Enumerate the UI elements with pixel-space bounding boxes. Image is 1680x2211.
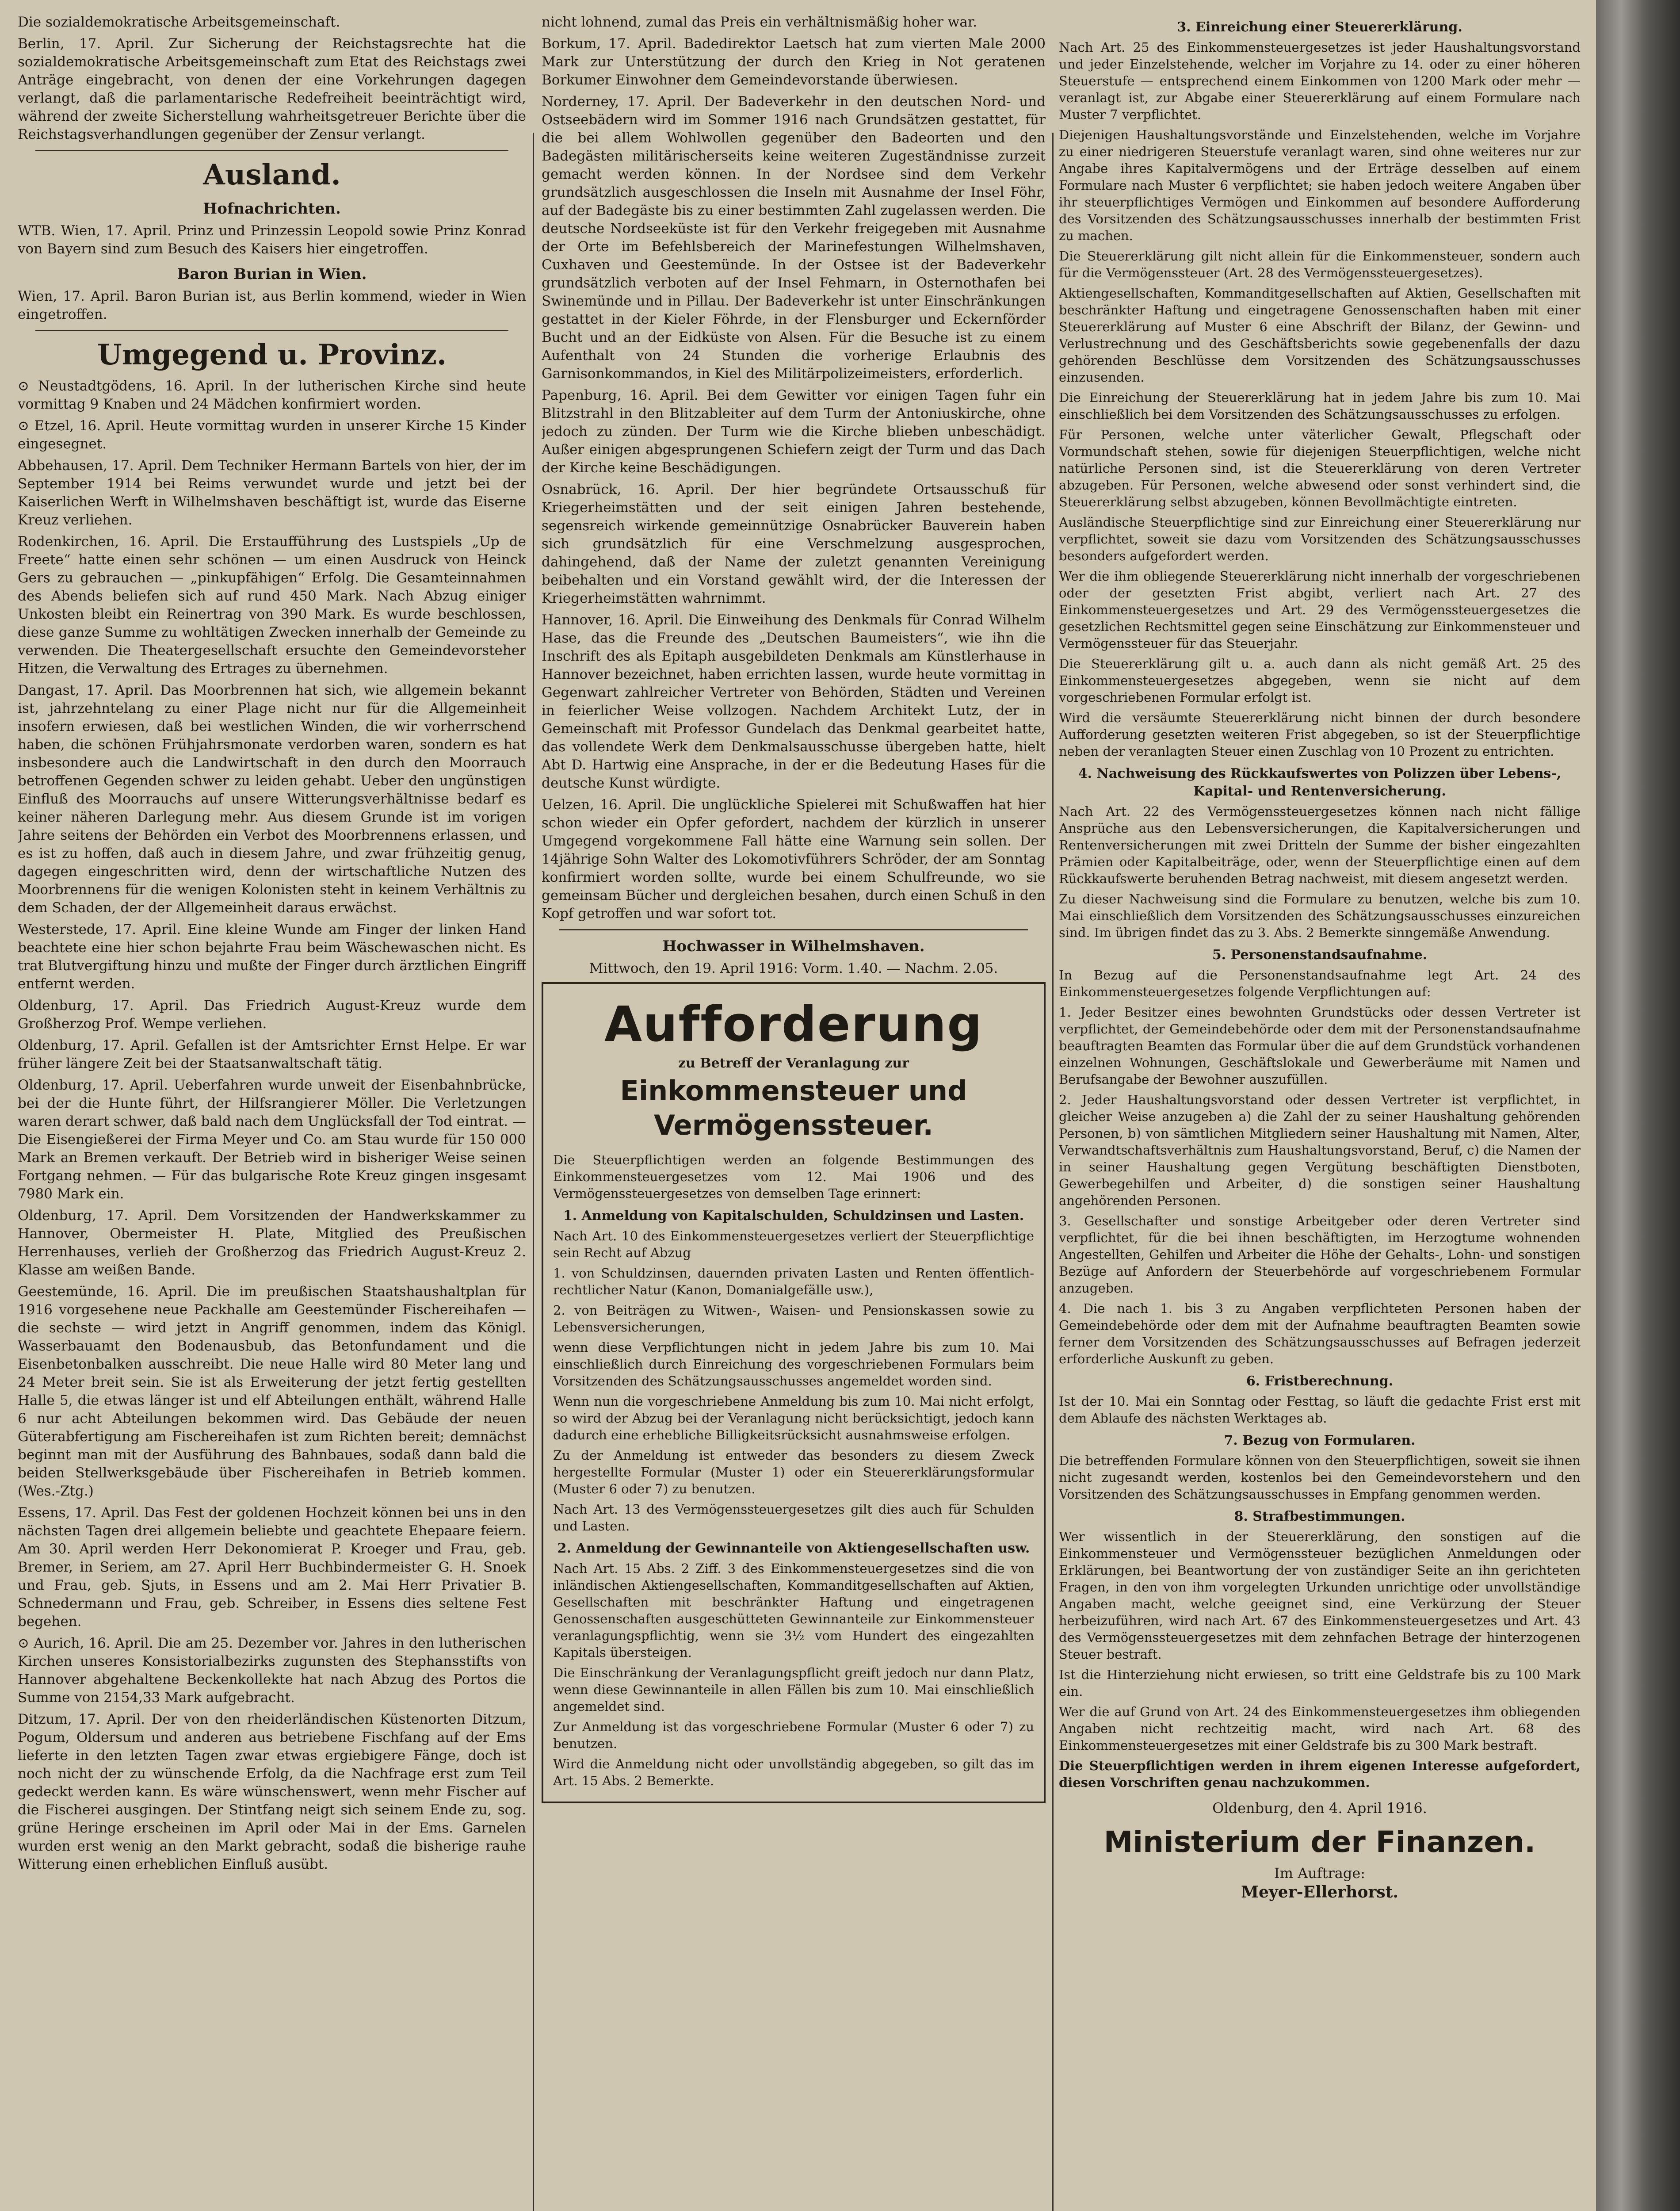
- notice-section-5: [1059, 967, 1581, 1367]
- notice-section-4: [1059, 803, 1581, 941]
- paragraph: Wien, 17. April. Baron Burian ist, aus Berlin kommend, wieder in Wien eingetroffen.: [18, 288, 526, 322]
- notice-section-6-title: 6. Fristberechnung.: [1246, 1373, 1394, 1389]
- paragraph: Abbehausen, 17. April. Dem Techniker Hermann Bartels von hier, der im September 1914 bei Reims verwundet wurde und jetzt bei der Kaiserlichen Werft in Wilhelmshaven beschäftigt ist, wurde das Eiserne Kreuz verliehen.: [18, 458, 526, 528]
- paragraph: Wer wissentlich in der Steuererklärung, den sonstigen auf die Einkommensteuer und Vermögenssteuer bezüglichen Anmeldungen oder Erklärungen, bei Beantwortung der von zuständiger Seite an ihn gerichteten Fragen, in den von ihm vorgelegten Urkunden unrichtige oder unvollständige Angaben macht, welche geeignet sind, eine Verkürzung der Steuer herbeizuführen, wird nach Art. 67 des Einkommensteuergesetzes und Art. 43 des Vermögenssteuergesetzes mit dem zehnfachen Betrage der hinterzogenen Steuer bestraft.: [1059, 1529, 1581, 1662]
- paragraph: Oldenburg, 17. April. Gefallen ist der Amtsrichter Ernst Helpe. Er war früher längere Zeit bei der Staatsanwaltschaft tätig.: [18, 1037, 526, 1071]
- paragraph: WTB. Wien, 17. April. Prinz und Prinzessin Leopold sowie Prinz Konrad von Bayern sind zum Besuch des Kaisers hier eingetroffen.: [18, 223, 526, 257]
- notice-subtitle: Einkommensteuer und Vermögenssteuer.: [620, 1075, 967, 1141]
- paragraph: ⊙ Etzel, 16. April. Heute vormittag wurden in unserer Kirche 15 Kinder eingesegnet.: [18, 418, 526, 452]
- notice-section-8-title: 8. Strafbestimmungen.: [1234, 1509, 1405, 1524]
- book-edge: [1596, 0, 1680, 2211]
- paragraph: Norderney, 17. April. Der Badeverkehr in den deutschen Nord- und Ostseebädern wird im Sommer 1916 nach Grundsätzen gestattet, für die bei allem Wohlwollen gegenüber den Badeorten und den Badegästen militärischerseits keine weiteren Zugeständnisse zurzeit gemacht werden können. In der Nordsee sind dem Verkehr grundsätzlich ausgeschlossen die Inseln mit Ausnahme der Insel Föhr, auf der Badegäste bis zu einer bestimmten Zahl zugelassen werden. Die deutsche Nordseeküste ist für den Verkehr freigegeben mit Ausnahme der Orte im Befehlsbereich der Marinefestungen Wilhelmshaven, Cuxhaven und Geestemünde. In der Ostsee ist der Badeverkehr grundsätzlich verboten auf der Insel Fehmarn, in Osternothafen bei Swinemünde und in Pillau. Der Badeverkehr ist unter Einschränkungen gestattet in der Kieler Föhrde, in der Flensburger und Eckernförder Bucht und an der Eidküste von Alsen. Für die Besuche ist zu einem Aufenthalt von 24 Stunden die vorherige Erlaubnis des Garnisonkommandos, in Kiel des Militärpolizeimeisters, erforderlich.: [542, 94, 1046, 382]
- paragraph: Uelzen, 16. April. Die unglückliche Spielerei mit Schußwaffen hat hier schon wieder ein Opfer gefordert, nachdem der kürzlich in unserer Umgegend vorgekommene Fall hätte eine Warnung sein sollen. Der 14jährige Sohn Walter des Lokomotivführers Schröder, der am Sonntag konfirmiert worden sollte, wurde bei einem Schulfreunde, wo sie gemeinsam Bücher und dergleichen besahen, durch einen Schuß in den Kopf getroffen und war sofort tot.: [542, 797, 1046, 922]
- paragraph: Nach Art. 22 des Vermögenssteuergesetzes können nach nicht fällige Ansprüche aus den Lebensversicherungen, die Kapitalversicherungen und Rentenversicherungen mit zwei Dritteln der Summe der bisher eingezahlten Prämien oder Kapitalbeiträge, oder, wenn der Steuerpflichtige einen auf dem Rückkaufswerte beruhenden Betrag nachweist, mit diesem angesetzt werden.: [1059, 804, 1581, 886]
- tax-notice: [542, 982, 1046, 1803]
- notice-section-5-title: 5. Personenstandsaufnahme.: [1212, 947, 1428, 963]
- notice-intro: Die Steuerpflichtigen werden an folgende Bestimmungen des Einkommensteuergesetzes vom 12. Mai 1906 und des Vermögenssteuergesetzes von demselben Tage erinnert:: [553, 1152, 1034, 1201]
- section-heading-umgegend: Umgegend u. Provinz.: [97, 338, 447, 371]
- paragraph: Die Steuererklärung gilt nicht allein für die Einkommensteuer, sondern auch für die Vermögenssteuer (Art. 28 des Vermögenssteuergesetzes).: [1059, 249, 1581, 280]
- paragraph: Papenburg, 16. April. Bei dem Gewitter vor einigen Tagen fuhr ein Blitzstrahl in den Blitzableiter auf dem Turm der Antoniuskirche, ohne jedoch zu zünden. Der Turm wie die Kirche blieben unbeschädigt. Außer einigen abgesprungenen Schiefern zeigt der Turm und das Dach der Kirche keine Beschädigungen.: [542, 387, 1046, 476]
- paragraph: Borkum, 17. April. Badedirektor Laetsch hat zum vierten Male 2000 Mark zur Unterstützung der durch den Krieg in Not geratenen Borkumer Einwohner dem Gemeindevorstande überwiesen.: [542, 36, 1046, 88]
- notice-section-3: [1059, 39, 1581, 760]
- paragraph: Die Steuererklärung gilt u. a. auch dann als nicht gemäß Art. 25 des Einkommensteuergesetzes abgegeben, wenn sie nicht auf dem vorgeschriebenen Formular erfolgt ist.: [1059, 656, 1581, 705]
- paragraph: Rodenkirchen, 16. April. Die Erstaufführung des Lustspiels „Up de Freete“ hatte einen sehr schönen — um einen Ausdruck von Heinck Gers zu gebrauchen — „pinkupfähigen“ Erfolg. Die Gesamteinnahmen des Abends beliefen sich auf rund 450 Mark. Nach Abzug einiger Unkosten bleibt ein Reinertrag von 390 Mark. Es wurde beschlossen, diese ganze Summe zu wohltätigen Zwecken innerhalb der Gemeinde zu verwenden. Die Theatergesellschaft ersuchte den Gemeindevorsteher Hitzen, die Verwaltung des Ertrages zu übernehmen.: [18, 534, 526, 677]
- notice-section-2-title: 2. Anmeldung der Gewinnanteile von Aktiengesellschaften usw.: [557, 1541, 1030, 1556]
- paragraph: Die Einschränkung der Veranlagungspflicht greift jedoch nur dann Platz, wenn diese Gewinnanteile in allen Fällen bis zum 10. Mai einschließlich angemeldet sind.: [553, 1665, 1034, 1714]
- notice-section-8: [1059, 1528, 1581, 1754]
- column-rule: [1052, 133, 1054, 2211]
- column-rule: [533, 133, 534, 2211]
- paragraph: Nach Art. 10 des Einkommensteuergesetzes verliert der Steuerpflichtige sein Recht auf Abzug: [553, 1228, 1034, 1260]
- paragraph: Westerstede, 17. April. Eine kleine Wunde am Finger der linken Hand beachtete eine hier schon bejahrte Frau beim Wäschewaschen nicht. Es trat Blutvergiftung hinzu und mußte der Finger durch ärztlichen Eingriff entfernt werden.: [18, 922, 526, 992]
- divider: [559, 929, 1028, 930]
- paragraph: In Bezug auf die Personenstandsaufnahme legt Art. 24 des Einkommensteuergesetzes folgende Verpflichtungen auf:: [1059, 968, 1581, 999]
- paragraph: Die Einreichung der Steuererklärung hat in jedem Jahre bis zum 10. Mai einschließlich bei dem Vorsitzenden des Schätzungsausschusses zu erfolgen.: [1059, 390, 1581, 422]
- notice-section-1-title: 1. Anmeldung von Kapitalschulden, Schuldzinsen und Lasten.: [563, 1208, 1024, 1224]
- paragraph: 1. Jeder Besitzer eines bewohnten Grundstücks oder dessen Vertreter ist verpflichtet, der Gemeindebehörde oder dem mit der Personenstandsaufnahme beauftragten Beamten das Formular über die auf dem Grundstück vorhandenen einzelnen Wohnungen, Geschäftslokale und Gewerberäume mit Namen und Berufsangabe der Bewohner auszufüllen.: [1059, 1005, 1581, 1087]
- notice-section-4-title: 4. Nachweisung des Rückkaufswertes von Polizzen über Lebens-, Kapital- und Rentenversicherung.: [1078, 766, 1562, 799]
- notice-section-7-title: 7. Bezug von Formularen.: [1224, 1433, 1416, 1448]
- paragraph: 3. Gesellschafter und sonstige Arbeitgeber oder deren Vertreter sind verpflichtet, für die bei ihnen beschäftigten, im Herzogtume wohnenden Angestellten, Gehilfen und Arbeiter die Höhe der Gehalts-, Lohn- und sonstigen Bezüge auf Anfordern der Steuerbehörde auf vorgeschriebenem Formular anzugeben.: [1059, 1213, 1581, 1296]
- paragraph: Die sozialdemokratische Arbeitsgemeinschaft.: [18, 14, 340, 30]
- paragraph: Oldenburg, 17. April. Dem Vorsitzenden der Handwerkskammer zu Hannover, Obermeister H. Plate, Mitglied des Preußischen Herrenhauses, verlieh der Großherzog das Friedrich August-Kreuz 2. Klasse am weißen Bande.: [18, 1208, 526, 1278]
- notice-small: zu Betreff der Veranlagung zur: [678, 1056, 909, 1071]
- paragraph: Zur Anmeldung ist das vorgeschriebene Formular (Muster 6 oder 7) zu benutzen.: [553, 1719, 1034, 1751]
- paragraph: Ausländische Steuerpflichtige sind zur Einreichung einer Steuererklärung nur verpflichtet, soweit sie dazu vom Vorsitzenden des Schätzungsausschusses besonders aufgefordert werden.: [1059, 515, 1581, 563]
- paragraph: ⊙ Neustadtgödens, 16. April. In der lutherischen Kirche sind heute vormittag 9 Knaben und 24 Mädchen konfirmiert worden.: [18, 378, 526, 412]
- notice-section-7: [1059, 1452, 1581, 1503]
- on-behalf: Im Auftrage:: [1274, 1865, 1366, 1882]
- paragraph: Ditzum, 17. April. Der von den rheiderländischen Küstenorten Ditzum, Pogum, Oldersum und anderen aus betriebene Fischfang auf der Ems lieferte in den letzten Tagen zwar etwas ergiebigere Fänge, doch ist noch nicht der zu wünschende Erfolg, da die Nachfrage erst zum Teil gedeckt werden kann. Es wäre wünschenswert, wenn mehr Fischer auf die Fischerei ausgingen. Der Stintfang neigt sich seinem Ende zu, sog. grüne Heringe erscheinen im April oder Mai in der Ems. Garnelen wurden erst wenig an den Markt gebracht, sodaß die bisherige rauhe Witterung einen erheblichen Einfluß ausübt.: [18, 1711, 526, 1872]
- paragraph: 1. von Schuldzinsen, dauernden privaten Lasten und Renten öffentlich-rechtlicher Natur (Kanon, Domanialgefälle usw.),: [553, 1266, 1034, 1297]
- column-left: [18, 13, 526, 2211]
- paragraph: Nach Art. 25 des Einkommensteuergesetzes ist jeder Haushaltungsvorstand und jeder Einzelstehende, welcher im Vorjahre zu 14. oder zu einer höheren Steuerstufe — entsprechend einem Einkommen von 1200 Mark oder mehr — veranlagt ist, zur Abgabe einer Steuererklärung auf einem Formulare nach Muster 7 verpflichtet.: [1059, 40, 1581, 122]
- paragraph: Nach Art. 13 des Vermögenssteuergesetzes gilt dies auch für Schulden und Lasten.: [553, 1502, 1034, 1534]
- paragraph: 2. Jeder Haushaltungsvorstand oder dessen Vertreter ist verpflichtet, in gleicher Weise anzugeben a) die Zahl der zu seiner Haushaltung gehörenden Personen, b) von sämtlichen Mitgliedern seiner Haushaltung mit Namen, Alter, Verwandtschaftsverhältnis zum Haushaltungsvorstand, Beruf, c) die Namen der in seiner Haushaltung gegen Vergütung beschäftigten Dienstboten, Gewerbegehilfen und Arbeiter, d) die sonstigen seiner Haushaltung angehörenden Personen.: [1059, 1092, 1581, 1208]
- regional-news: [18, 377, 526, 1874]
- subheading-hofnachrichten: Hofnachrichten.: [203, 200, 341, 218]
- paragraph: Geestemünde, 16. April. Die im preußischen Staatshaushaltplan für 1916 vorgesehene neue Packhalle am Geestemünder Fischereihafen — die sechste — wird jetzt in Angriff genommen, indem das Königl. Wasserbauamt den Bodenausbub, das Betonfundament und die Eisenbetonbalken ausschreibt. Die neue Halle wird 80 Meter lang und 24 Meter breit sein. Sie ist als Erweiterung der jetzt fertig gestellten Halle 5, die etwas länger ist und elf Abteilungen enthält, während Halle 6 nur acht Abteilungen bekommen wird. Das Gebäude der neuen Güterabfertigung am Fischereihafen ist zum Richten bereit; demnächst beginnt man mit der Ausführung des Bahnbaues, sodaß dann bald die beiden Stellwerksgebäude über Fischereihafen in Betrieb kommen. (Wes.-Ztg.): [18, 1284, 526, 1499]
- paragraph: Oldenburg, 17. April. Das Friedrich August-Kreuz wurde dem Großherzog Prof. Wempe verliehen.: [18, 998, 526, 1032]
- notice-section-2: [553, 1560, 1034, 1789]
- ausland-article: [18, 222, 526, 258]
- paragraph: Dangast, 17. April. Das Moorbrennen hat sich, wie allgemein bekannt ist, jahrzehntelang zu einer Plage nicht nur für die Allgemeinheit insofern erwiesen, daß bei westlichen Winden, die wir vorherrschend haben, die schönen Frühjahrsmonate verdorben waren, sondern es hat insbesondere auch die Landwirtschaft in den durch den Moorrauch betroffenen Gegenden schwer zu leiden gehabt. Ueber den ungünstigen Einfluß des Moorrauchs auf unsere Witterungsverhältnisse bedarf es keiner näheren Darlegung mehr. Aus diesem Grunde ist im vorigen Jahre seitens der Behörden ein Verbot des Moorbrennens erlassen, und es ist zu hoffen, daß auch in diesem Jahre, und zwar frühzeitig genug, dagegen eingeschritten wird, denn der wirtschaftliche Nutzen des Moorbrennens für die wenigen Kolonisten steht in keinem Verhältnis zu dem Schaden, der der Allgemeinheit daraus erwächst.: [18, 682, 526, 916]
- paragraph: Wird die Anmeldung nicht oder unvollständig abgegeben, so gilt das im Art. 15 Abs. 2 Bemerkte.: [553, 1756, 1034, 1788]
- paragraph: Essens, 17. April. Das Fest der goldenen Hochzeit können bei uns in den nächsten Tagen drei allgemein beliebte und geachtete Ehepaare feiern. Am 30. April werden Herr Dekonomierat P. Kroeger und Frau, geb. Bremer, in Seriem, am 27. April Herr Buchbindermeister G. H. Snoek und Frau, geb. Sjuts, in Essens und am 2. Mai Herr Privatier B. Schnedermann und Frau, geb. Schreiber, in Essens dies seltene Fest begehen.: [18, 1505, 526, 1630]
- paragraph: Ist der 10. Mai ein Sonntag oder Festtag, so läuft die gedachte Frist erst mit dem Ablaufe des nächsten Werktages ab.: [1059, 1394, 1581, 1426]
- notice-section-3-title: 3. Einreichung einer Steuererklärung.: [1177, 19, 1462, 35]
- paragraph: wenn diese Verpflichtungen nicht in jedem Jahre bis zum 10. Mai einschließlich durch Einreichung des vorgeschriebenen Formulars beim Vorsitzenden des Schätzungsausschusses angemeldet worden sind.: [553, 1340, 1034, 1389]
- column-right: [1059, 13, 1581, 2211]
- paragraph: Zu dieser Nachweisung sind die Formulare zu benutzen, welche bis zum 10. Mai einschließlich dem Vorsitzenden des Schätzungsausschusses einzureichen sind. Im übrigen findet das zu 3. Abs. 2 Bemerkte sinngemäße Anwendung.: [1059, 891, 1581, 940]
- paragraph: Aktiengesellschaften, Kommanditgesellschaften auf Aktien, Gesellschaften mit beschränkter Haftung und eingetragene Genossenschaften haben mit einer Steuererklärung auf Muster 6 eine Abschrift der Bilanz, der Gewinn- und Verlustrechnung und des Geschäftsberichts sowie gegebenenfalls der dazu gehörenden Beschlüsse dem Vorsitzenden des Schätzungsausschusses einzusenden.: [1059, 286, 1581, 385]
- intro-article: [18, 13, 526, 144]
- paragraph: Wenn nun die vorgeschriebene Anmeldung bis zum 10. Mai nicht erfolgt, so wird der Abzug bei der Veranlagung nicht berücksichtigt, jedoch kann dadurch eine erhebliche Billigkeitsrücksicht ausnahmsweise erfolgen.: [553, 1394, 1034, 1442]
- burian-article: [18, 287, 526, 324]
- signature: Meyer-Ellerhorst.: [1241, 1883, 1398, 1901]
- paragraph: Oldenburg, 17. April. Ueberfahren wurde unweit der Eisenbahnbrücke, bei der die Hunte führt, der Hilfsrangierer Möller. Die Verletzungen waren derart schwer, daß bald nach dem Unglücksfall der Tod eintrat. — Die Eisengießerei der Firma Meyer und Co. am Stau wurde für 150 000 Mark an Bremen verkauft. Der Betrieb wird in bisheriger Weise seinen Fortgang nehmen. — Für das bulgarische Rote Kreuz gingen insgesamt 7980 Mark ein.: [18, 1077, 526, 1202]
- subheading-burian: Baron Burian in Wien.: [177, 265, 367, 283]
- paragraph: Hannover, 16. April. Die Einweihung des Denkmals für Conrad Wilhelm Hase, das die Freunde des „Deutschen Baumeisters“, wie ihn die Inschrift des als Epitaph ausgebildeten Denkmals am Künstlerhause in Hannover bezeichnet, haben errichten lassen, wurde heute vormittag in Gegenwart zahlreicher Vertreter von Behörden, Städten und Vereinen in feierlicher Weise vollzogen. Nachdem Architekt Lutz, der in Gemeinschaft mit Professor Gundelach das Denkmal gearbeitet hatte, das vollendete Werk dem Denkmalsausschusse übergeben hatte, hielt Abt D. Hartwig eine Ansprache, in der er die Bedeutung Hases für die deutsche Kunst würdigte.: [542, 612, 1046, 791]
- paragraph: Die betreffenden Formulare können von den Steuerpflichtigen, soweit sie ihnen nicht zugesandt werden, kostenlos bei den Gemeindevorstehern und den Vorsitzenden des Schätzungsausschusses in Empfang genommen werden.: [1059, 1453, 1581, 1502]
- column-middle: [542, 13, 1046, 2211]
- paragraph: Wer die ihm obliegende Steuererklärung nicht innerhalb der vorgeschriebenen oder der gesetzten Frist abgibt, verliert nach Art. 27 des Einkommensteuergesetzes und Art. 29 des Vermögenssteuergesetzes die gesetzlichen Rechtsmittel gegen seine Einschätzung zur Einkommensteuer und Vermögenssteuer für das Steuerjahr.: [1059, 569, 1581, 651]
- paragraph: Zu der Anmeldung ist entweder das besonders zu diesem Zweck hergestellte Formular (Muster 1) oder ein Steuererklärungsformular (Muster 6 oder 7) zu benutzen.: [553, 1448, 1034, 1496]
- paragraph: 4. Die nach 1. bis 3 zu Angaben verpflichteten Personen haben der Gemeindebehörde oder dem mit der Aufnahme beauftragten Beamten sowie ferner dem Vorsitzenden des Schätzungsausschusses auf Befragen jederzeit erforderliche Auskunft zu geben.: [1059, 1301, 1581, 1366]
- notice-closing: Die Steuerpflichtigen werden in ihrem eigenen Interesse aufgefordert, diesen Vorschriften genau nachzukommen.: [1059, 1758, 1581, 1790]
- paragraph: Wird die versäumte Steuererklärung nicht binnen der durch besondere Aufforderung gesetzten weiteren Frist abgegeben, so ist der Steuerpflichtige neben der veranlagten Steuer einen Zuschlag von 10 Prozent zu entrichten.: [1059, 710, 1581, 759]
- regional-news-continued: [542, 13, 1046, 923]
- paragraph: 2. von Beiträgen zu Witwen-, Waisen- und Pensionskassen sowie zu Lebensversicherungen,: [553, 1303, 1034, 1335]
- flood-heading: Hochwasser in Wilhelmshaven.: [662, 937, 925, 955]
- notice-title: Aufforderung: [604, 996, 983, 1052]
- notice-section-1: [553, 1228, 1034, 1534]
- flood-times: Mittwoch, den 19. April 1916: Vorm. 1.40. — Nachm. 2.05.: [589, 960, 998, 976]
- divider: [35, 150, 508, 151]
- paragraph: nicht lohnend, zumal das Preis ein verhältnismäßig hoher war.: [542, 14, 977, 30]
- ministry-name: Ministerium der Finanzen.: [1103, 1825, 1536, 1859]
- paragraph: ⊙ Aurich, 16. April. Die am 25. Dezember vor. Jahres in den lutherischen Kirchen unseres Konsistorialbezirks zugunsten des Stephansstifts von Hannover abgehaltene Beckenkollekte hat nach Abzug des Portos die Summe von 2154,33 Mark aufgebracht.: [18, 1635, 526, 1706]
- divider: [35, 330, 508, 331]
- paragraph: Osnabrück, 16. April. Der hier begründete Ortsausschuß für Kriegerheimstätten und der seit einigen Jahren bestehende, segensreich wirkende gemeinnützige Osnabrücker Bauverein haben sich grundsätzlich für eine Verschmelzung ausgesprochen, dahingehend, daß der Name der zuletzt genannten Vereinigung beibehalten und ein Vorstand gewählt wird, der die Interessen der Kriegerheimstätten wahrnimmt.: [542, 482, 1046, 606]
- paragraph: Berlin, 17. April. Zur Sicherung der Reichstagsrechte hat die sozialdemokratische Arbeitsgemeinschaft zum Etat des Reichstags zwei Anträge eingebracht, von denen der eine Vorkehrungen dagegen verlangt, daß die parlamentarische Redefreiheit beeinträchtigt wird, während der zweite Sicherstellung wahrheitsgetreuer Berichte über die Reichstagsverhandlungen gegenüber der Zensur verlangt.: [18, 36, 526, 142]
- paragraph: Diejenigen Haushaltungsvorstände und Einzelstehenden, welche im Vorjahre zu einer niedrigeren Steuerstufe veranlagt waren, sind ohne weiteres nur zur Angabe ihres Kapitalvermögens und der Erträge desselben auf einem Formulare nach Muster 6 verpflichtet; sie haben jedoch weitere Angaben über ihr steuerpflichtiges Vermögen und Einkommen auf besondere Aufforderung des Vorsitzenden des Schätzungsausschusses innerhalb der bestimmten Frist zu machen.: [1059, 127, 1581, 243]
- paragraph: Nach Art. 15 Abs. 2 Ziff. 3 des Einkommensteuergesetzes sind die von inländischen Aktiengesellschaften, Kommanditgesellschaften auf Aktien, Gesellschaften mit beschränkter Haftung und eingetragenen Genossenschaften ausgeschütteten Gewinnanteile zur Einkommensteuer veranlagungspflichtig, wenn sie 3½ vom Hundert des eingezahlten Kapitals übersteigen.: [553, 1561, 1034, 1660]
- notice-section-6: [1059, 1393, 1581, 1427]
- paragraph: Für Personen, welche unter väterlicher Gewalt, Pflegschaft oder Vormundschaft stehen, sowie für diejenigen Steuerpflichtigen, welche nicht natürliche Personen sind, ist die Steuererklärung von deren Vertreter abzugeben. Für Personen, welche abwesend oder sonst verhindert sind, die Steuererklärung selbst abzugeben, können Bevollmächtigte eintreten.: [1059, 427, 1581, 509]
- section-heading-ausland: Ausland.: [203, 158, 341, 191]
- paragraph: Wer die auf Grund von Art. 24 des Einkommensteuergesetzes ihm obliegenden Angaben nicht rechtzeitig macht, wird nach Art. 68 des Einkommensteuergesetzes mit einer Geldstrafe bis zu 300 Mark bestraft.: [1059, 1704, 1581, 1753]
- place-date: Oldenburg, den 4. April 1916.: [1212, 1800, 1427, 1817]
- paragraph: Ist die Hinterziehung nicht erwiesen, so tritt eine Geldstrafe bis zu 100 Mark ein.: [1059, 1667, 1581, 1699]
